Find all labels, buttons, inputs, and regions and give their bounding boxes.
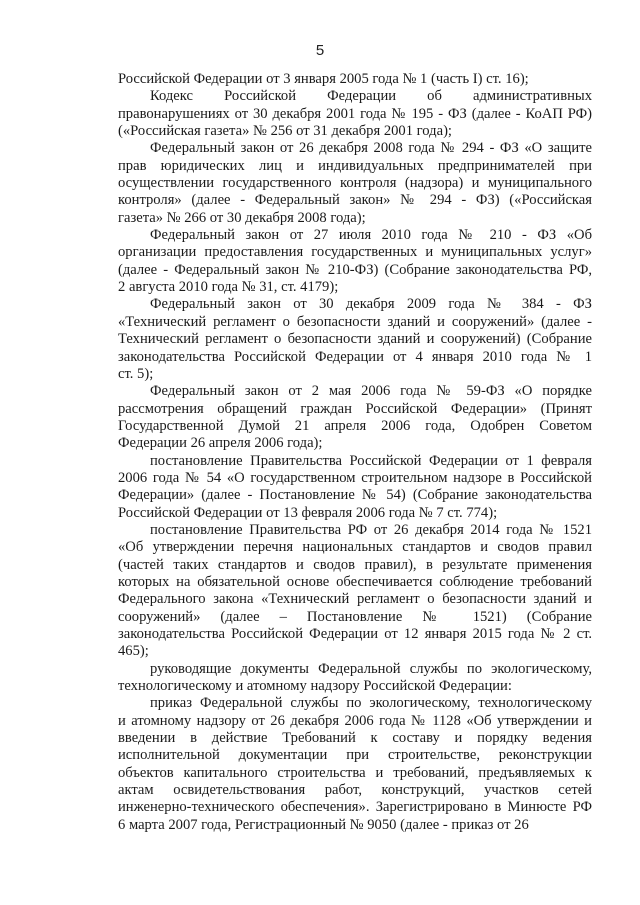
document-paragraph xyxy=(118,383,592,452)
text-line: контроля» (далее - Федеральный закон» № 294 - ФЗ) («Российская xyxy=(118,192,592,209)
document-paragraph xyxy=(118,453,592,522)
text-line: руководящие документы Федеральной службы по экологическому, xyxy=(150,660,592,677)
text-line: Федеральный закон от 2 мая 2006 года № 59-ФЗ «О порядке xyxy=(150,383,592,400)
text-line: введении в действие Требований к составу и порядку ведения xyxy=(118,730,592,747)
text-line: исполнительной документации при строительстве, реконструкции xyxy=(118,747,592,764)
text-line: Российской Федерации от 3 января 2005 года № 1 (часть I) ст. 16); xyxy=(118,71,529,87)
text-line: Федерального закона «Технический регламент о безопасности зданий и xyxy=(118,591,592,608)
text-line: газета» № 266 от 30 декабря 2008 года); xyxy=(118,209,366,226)
text-line: ст. 5); xyxy=(118,365,154,382)
text-line: которых на обязательной основе обеспечивается соблюдение требований xyxy=(118,573,592,590)
document-paragraph xyxy=(118,140,592,227)
text-line: (частей таких стандартов и сводов правил), в результате применения xyxy=(118,556,592,573)
text-line: актам освидетельствования работ, конструкций, участков сетей xyxy=(118,782,592,799)
document-paragraph xyxy=(118,227,592,296)
text-line: Федерации 26 апреля 2006 года); xyxy=(118,435,323,452)
text-line: (далее - Федеральный закон № 210-ФЗ) (Собрание законодательства РФ, xyxy=(118,261,592,278)
text-line: законодательства Российской Федерации от 4 января 2010 года № 1 xyxy=(118,348,592,365)
text-line: Федеральный закон от 26 декабря 2008 года № 294 - ФЗ «О защите xyxy=(150,140,592,157)
page-number: 5 xyxy=(315,42,325,59)
text-line: «Об утверждении перечня национальных стандартов и сводов правил xyxy=(118,539,592,556)
document-paragraph xyxy=(118,661,592,696)
text-line: 2 августа 2010 года № 31, ст. 4179); xyxy=(118,279,339,296)
text-line: Российской Федерации от 13 февраля 2006 года № 7 ст. 774); xyxy=(118,504,498,521)
text-line: Федерации» (далее - Постановление № 54) (Собрание законодательства xyxy=(118,487,592,504)
document-body xyxy=(118,71,592,834)
text-line: технологическому и атомному надзору Российской Федерации: xyxy=(118,678,512,695)
text-line: 2006 года № 54 «О государственном строительном надзоре в Российской xyxy=(118,469,592,486)
text-line: инженерно-технического обеспечения». Зарегистрировано в Минюсте РФ xyxy=(118,799,592,816)
document-paragraph xyxy=(118,695,592,834)
text-line: Федеральный закон от 30 декабря 2009 года № 384 - ФЗ xyxy=(150,296,592,313)
text-line: («Российская газета» № 256 от 31 декабря 2001 года); xyxy=(118,123,452,140)
document-paragraph xyxy=(118,71,592,88)
document-paragraph xyxy=(118,522,592,661)
text-line: объектов капитального строительства и требований, предъявляемых к xyxy=(118,764,592,781)
text-line: и атомному надзору от 26 декабря 2006 года № 1128 «Об утверждении и xyxy=(118,712,592,729)
text-line: правонарушениях от 30 декабря 2001 года № 195 - ФЗ (далее - КоАП РФ) xyxy=(118,105,592,122)
text-line: организации предоставления государственных и муниципальных услуг» xyxy=(118,244,592,261)
document-paragraph xyxy=(118,296,592,383)
text-line: «Технический регламент о безопасности зданий и сооружений» (далее - xyxy=(118,313,592,330)
text-line: 6 марта 2007 года, Регистрационный № 9050 (далее - приказ от 26 xyxy=(118,816,529,833)
text-line: приказ Федеральной службы по экологическому, технологическому xyxy=(150,695,592,712)
document-paragraph xyxy=(118,88,592,140)
text-line: законодательства Российской Федерации от 12 января 2015 года № 2 ст. xyxy=(118,626,592,642)
text-line: постановление Правительства РФ от 26 декабря 2014 года № 1521 xyxy=(150,521,592,538)
text-line: Кодекс Российской Федерации об административных xyxy=(150,88,592,105)
text-line: постановление Правительства Российской Федерации от 1 февраля xyxy=(150,452,592,469)
text-line: сооружений» (далее – Постановление № 1521) (Собрание xyxy=(118,608,592,625)
text-line: 465); xyxy=(118,643,149,660)
text-line: Федеральный закон от 27 июля 2010 года № 210 - ФЗ «Об xyxy=(150,227,592,244)
text-line: осуществлении государственного контроля (надзора) и муниципального xyxy=(118,175,592,192)
text-line: Государственной Думой 21 апреля 2006 года, Одобрен Советом xyxy=(118,417,592,434)
text-line: прав юридических лиц и индивидуальных предпринимателей при xyxy=(118,157,592,174)
text-line: Технический регламент о безопасности зданий и сооружений) (Собрание xyxy=(118,331,592,348)
text-line: рассмотрения обращений граждан Российской Федерации» (Принят xyxy=(118,400,592,417)
